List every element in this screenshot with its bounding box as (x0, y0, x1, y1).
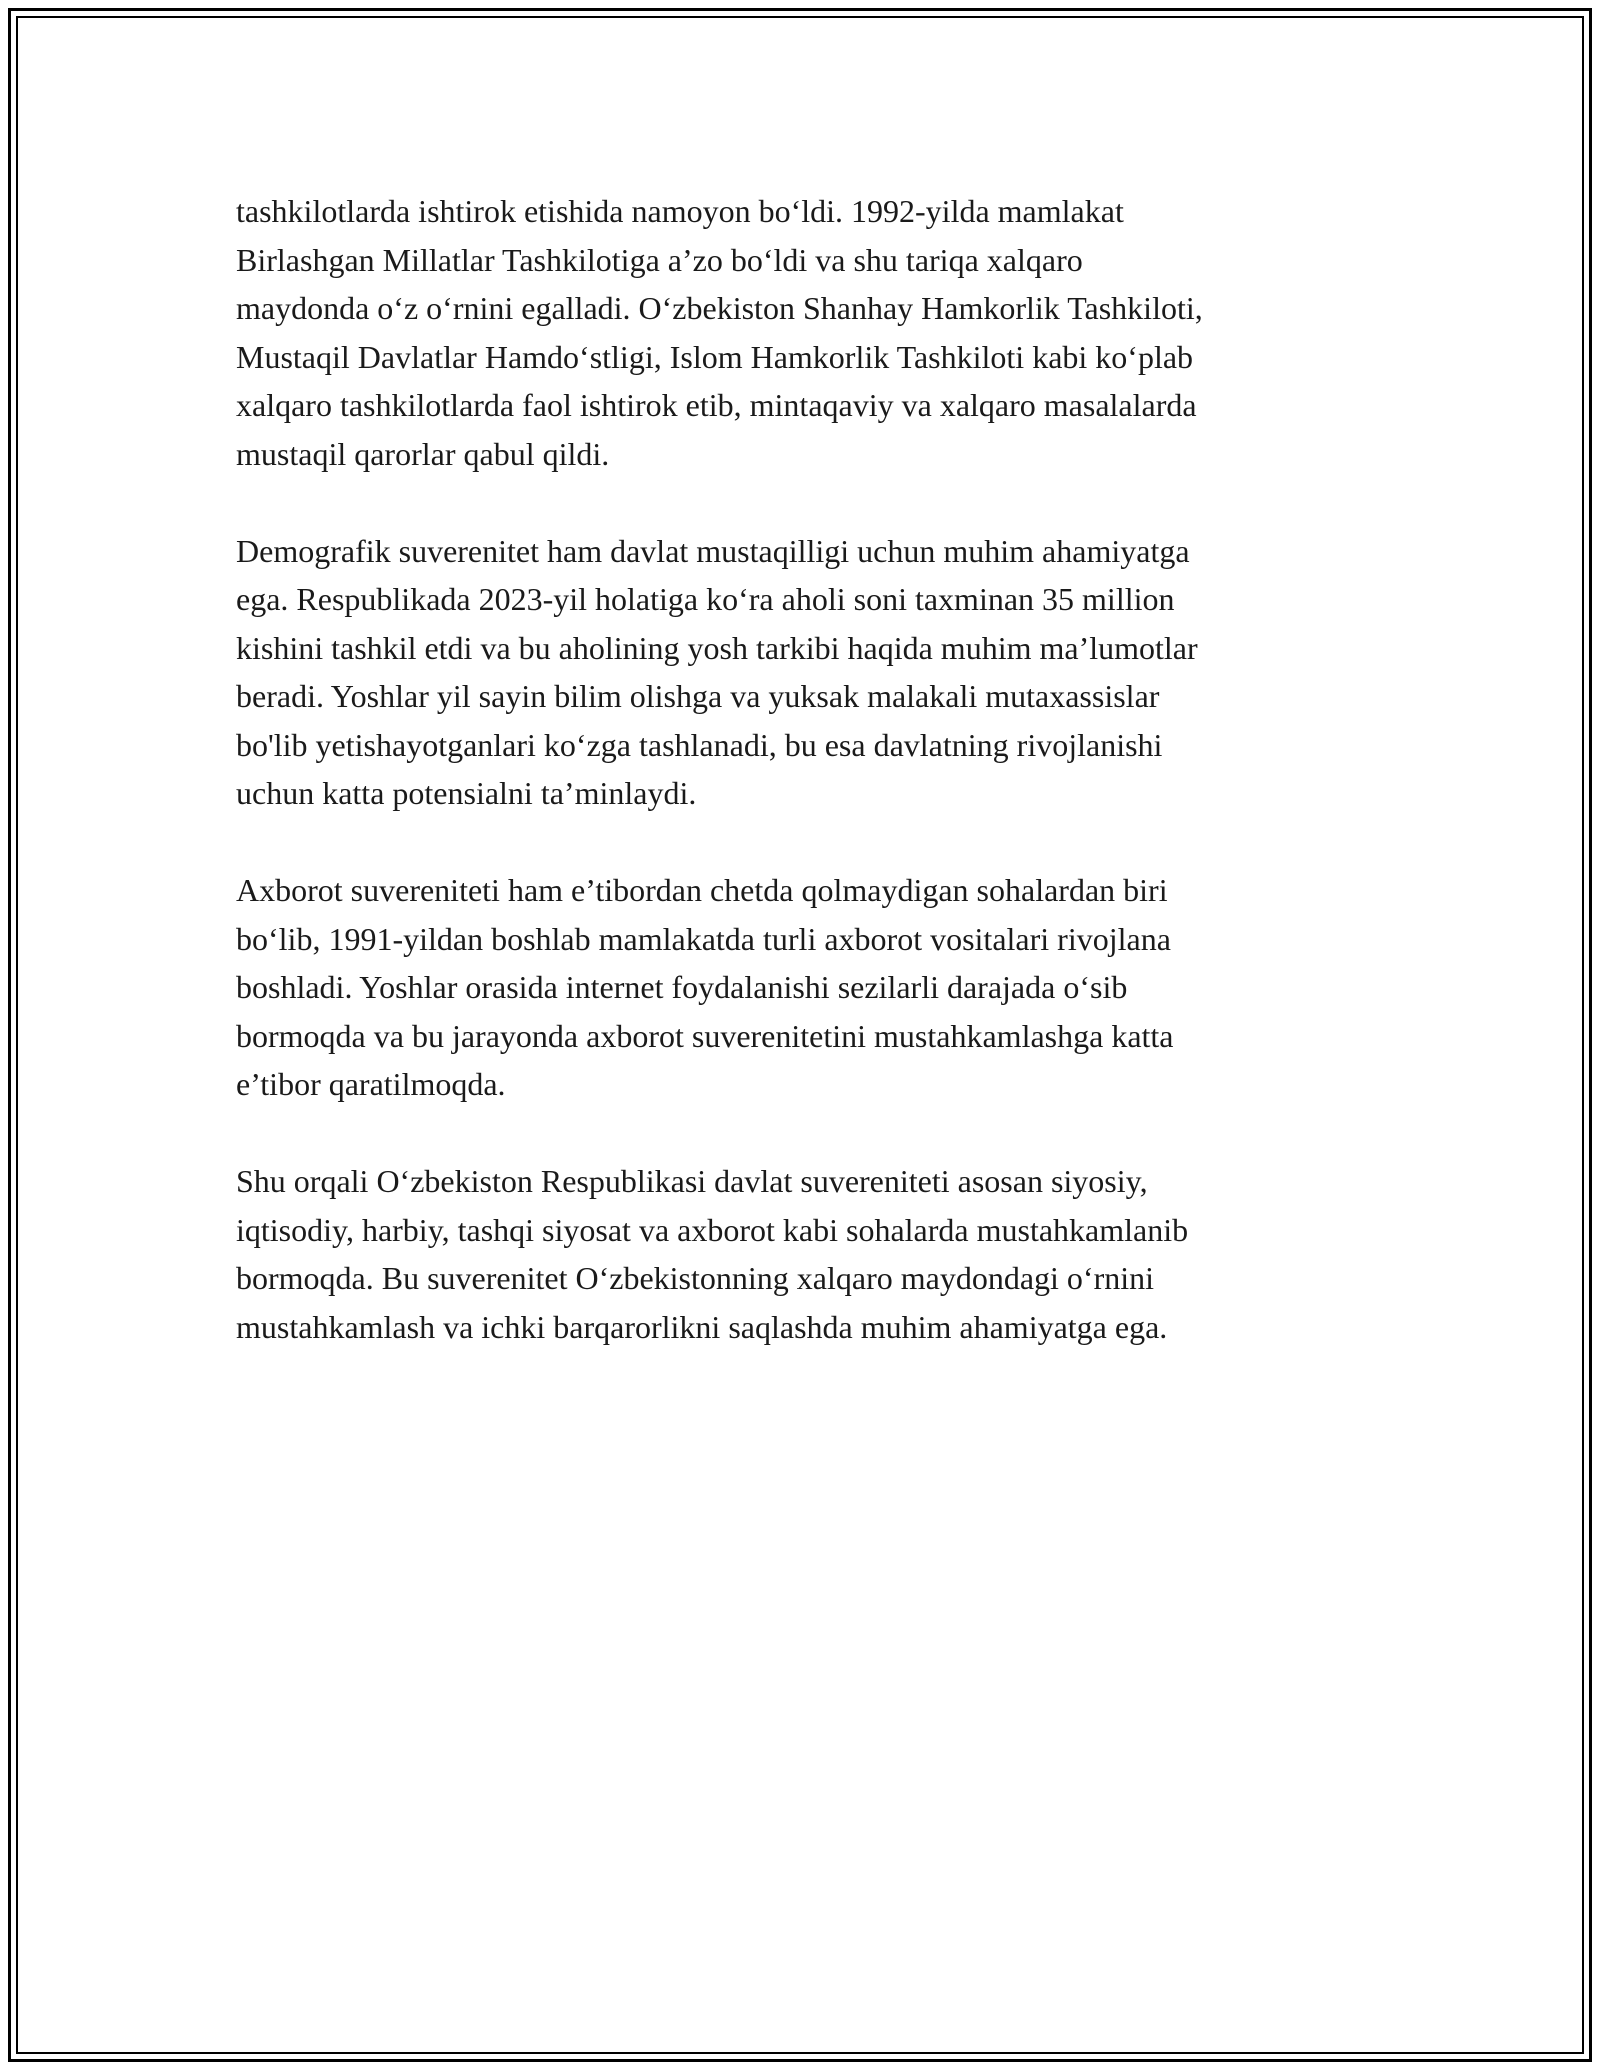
text-line: Shu orqali O‘zbekiston Respublikasi davlat suvereniteti asosan siyosiy, (236, 1163, 1148, 1199)
text-line: bormoqda. Bu suverenitet O‘zbekistonning xalqaro maydondagi o‘rnini (236, 1260, 1155, 1296)
text-line: tashkilotlarda ishtirok etishida namoyon bo‘ldi. 1992-yilda mamlakat (236, 193, 1124, 229)
text-line: iqtisodiy, harbiy, tashqi siyosat va axborot kabi sohalarda mustahkamlanib (236, 1211, 1189, 1248)
text-line: ega. Respublikada 2023-yil holatiga ko‘ra aholi soni taxminan 35 million (236, 581, 1175, 617)
paragraph-international-organizations (236, 187, 1366, 478)
text-line: e’tibor qaratilmoqda. (236, 1066, 506, 1102)
paragraph-demographic-sovereignty (236, 527, 1366, 818)
text-line: Birlashgan Millatlar Tashkilotiga a’zo bo‘ldi va shu tariqa xalqaro (236, 241, 1083, 278)
text-line: xalqaro tashkilotlarda faol ishtirok etib, mintaqaviy va xalqaro masalalarda (236, 387, 1197, 423)
text-line: bo‘lib, 1991-yildan boshlab mamlakatda turli axborot vositalari rivojlana (236, 920, 1171, 957)
text-line: Axborot suvereniteti ham e’tibordan chetda qolmaydigan sohalardan biri (236, 872, 1168, 908)
text-line: beradi. Yoshlar yil sayin bilim olishga va yuksak malakali mutaxassislar (236, 678, 1160, 714)
text-line: Demografik suverenitet ham davlat mustaqilligi uchun muhim ahamiyatga (236, 532, 1190, 569)
text-line: mustaqil qarorlar qabul qildi. (236, 435, 610, 472)
text-line: Mustaqil Davlatlar Hamdo‘stligi, Islom Hamkorlik Tashkiloti kabi ko‘plab (236, 338, 1194, 375)
text-line: boshladi. Yoshlar orasida internet foydalanishi sezilarli darajada o‘sib (236, 969, 1128, 1005)
text-line: uchun katta potensialni ta’minlaydi. (236, 775, 697, 811)
paragraph-conclusion (236, 1157, 1366, 1351)
text-line: bormoqda va bu jarayonda axborot suverenitetini mustahkamlashga katta (236, 1017, 1174, 1054)
paragraph-information-sovereignty (236, 866, 1366, 1109)
text-line: kishini tashkil etdi va bu aholining yosh tarkibi haqida muhim ma’lumotlar (236, 629, 1198, 666)
text-line: bo'lib yetishayotganlari ko‘zga tashlanadi, bu esa davlatning rivojlanishi (236, 726, 1163, 763)
document-body (236, 187, 1366, 1400)
text-line: maydonda o‘z o‘rnini egalladi. O‘zbekiston Shanhay Hamkorlik Tashkiloti, (236, 290, 1203, 326)
text-line: mustahkamlash va ichki barqarorlikni saqlashda muhim ahamiyatga ega. (236, 1308, 1168, 1345)
